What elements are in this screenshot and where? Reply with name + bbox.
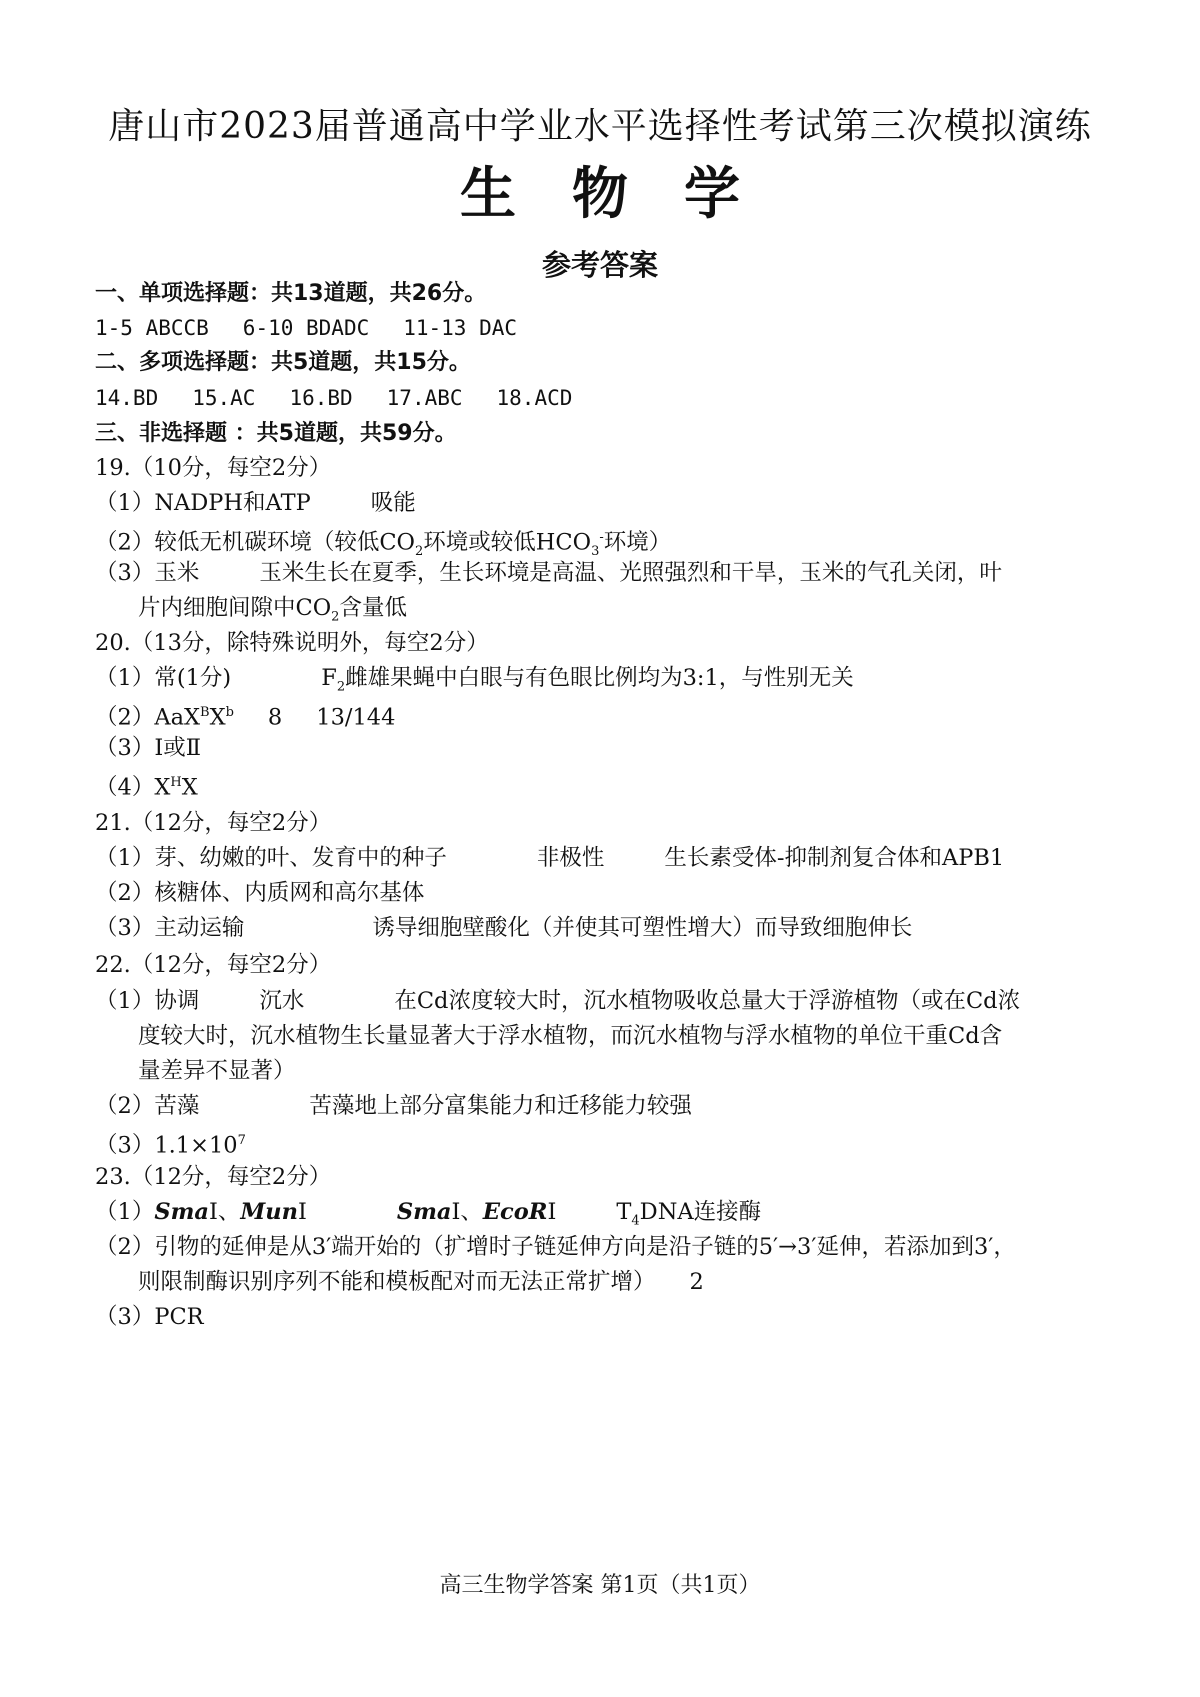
- q20-answer-1: （1）常(1分) $F_2$雌雄果蝇中白眼与有色眼比例均为3:1，与性别无关: [95, 665, 854, 695]
- answer-1-5: 1-5 ABCCB: [95, 316, 209, 340]
- q22-answer-3: $(3)1.1\times 10^7$: [95, 1132, 246, 1159]
- q19-answer-2: （2）较低无机碳环境（较低$CO_2$环境或较低$HCO_3^-$环境）: [95, 529, 672, 559]
- section-1-answers: [95, 313, 517, 343]
- answer-15: 15.AC: [192, 386, 256, 410]
- page-footer: 高三生物学答案 第1页（共1页）: [439, 1573, 761, 1598]
- q21-answer-3: （3）主动运输 诱导细胞壁酸化（并使其可塑性增大）而导致细胞伸长: [95, 915, 913, 941]
- q20-answer-3: （3）Ⅰ或Ⅱ: [95, 735, 201, 761]
- q23-answer-2: （2）引物的延伸是从3′端开始的（扩增时子链延伸方向是沿子链的5′→3′延伸，若添加到3′，: [95, 1234, 1016, 1260]
- q20-heading: 20.（13分，除特殊说明外，每空2分）: [95, 630, 489, 656]
- q21-heading: 21.（12分，每空2分）: [95, 810, 332, 836]
- q19-answer-1: （1）NADPH和ATP 吸能: [95, 490, 416, 516]
- answer-subtitle: 参考答案: [541, 248, 658, 282]
- answer-16: 16.BD: [289, 386, 353, 410]
- answer-14: 14.BD: [95, 386, 159, 410]
- q19-heading: 19.（10分，每空2分）: [95, 455, 332, 481]
- section-1-heading: 一、单项选择题：共13道题，共26分。: [95, 281, 487, 306]
- q19-answer-3: （3）玉米 玉米生长在夏季，生长环境是高温、光照强烈和干旱，玉米的气孔关闭，叶: [95, 560, 1002, 586]
- q19-answer-3-cont: 片内细胞间隙中$CO_2$含量低: [138, 595, 407, 625]
- q21-answer-2: （2）核糖体、内质网和高尔基体: [95, 880, 425, 906]
- q22-answer-2: （2）苦藻 苦藻地上部分富集能力和迁移能力较强: [95, 1093, 692, 1119]
- section-2-heading: 二、多项选择题：共5道题，共15分。: [95, 350, 471, 375]
- q23-answer-2-cont: 则限制酶识别序列不能和模板配对而无法正常扩增） 2: [138, 1269, 704, 1295]
- q23-answer-3: （3）PCR: [95, 1304, 204, 1330]
- q23-answer-1: （1）SmaⅠ、MunⅠ SmaⅠ、EcoRⅠ $T_4DNA$连接酶: [95, 1199, 762, 1229]
- section-3-heading: 三、非选择题 ：共5道题，共59分。: [95, 421, 457, 446]
- exam-title: 唐山市2023届普通高中学业水平选择性考试第三次模拟演练: [108, 106, 1092, 147]
- q22-heading: 22.（12分，每空2分）: [95, 952, 332, 978]
- q22-answer-1: （1）协调 沉水 在Cd浓度较大时，沉水植物吸收总量大于浮游植物（或在Cd浓: [95, 988, 1021, 1014]
- answer-17: 17.ABC: [386, 386, 463, 410]
- q23-heading: 23.（12分，每空2分）: [95, 1164, 332, 1190]
- q20-answer-4: $(4)X^HX$: [95, 774, 198, 801]
- section-2-answers: [95, 383, 572, 413]
- q22-answer-1-cont2: 量差异不显著）: [138, 1058, 296, 1084]
- q20-answer-2: $(2)AaX^BX^b$ 8 13/144: [95, 704, 396, 731]
- q22-answer-1-cont: 度较大时，沉水植物生长量显著大于浮水植物，而沉水植物与浮水植物的单位干重Cd含: [138, 1023, 1003, 1049]
- answer-11-13: 11-13 DAC: [403, 316, 518, 340]
- answer-18: 18.ACD: [496, 386, 573, 410]
- answer-6-10: 6-10 BDADC: [242, 316, 370, 340]
- q21-answer-1: （1）芽、幼嫩的叶、发育中的种子 非极性 生长素受体-抑制剂复合体和APB1: [95, 845, 1005, 871]
- subject-title: 生 物 学: [460, 161, 740, 227]
